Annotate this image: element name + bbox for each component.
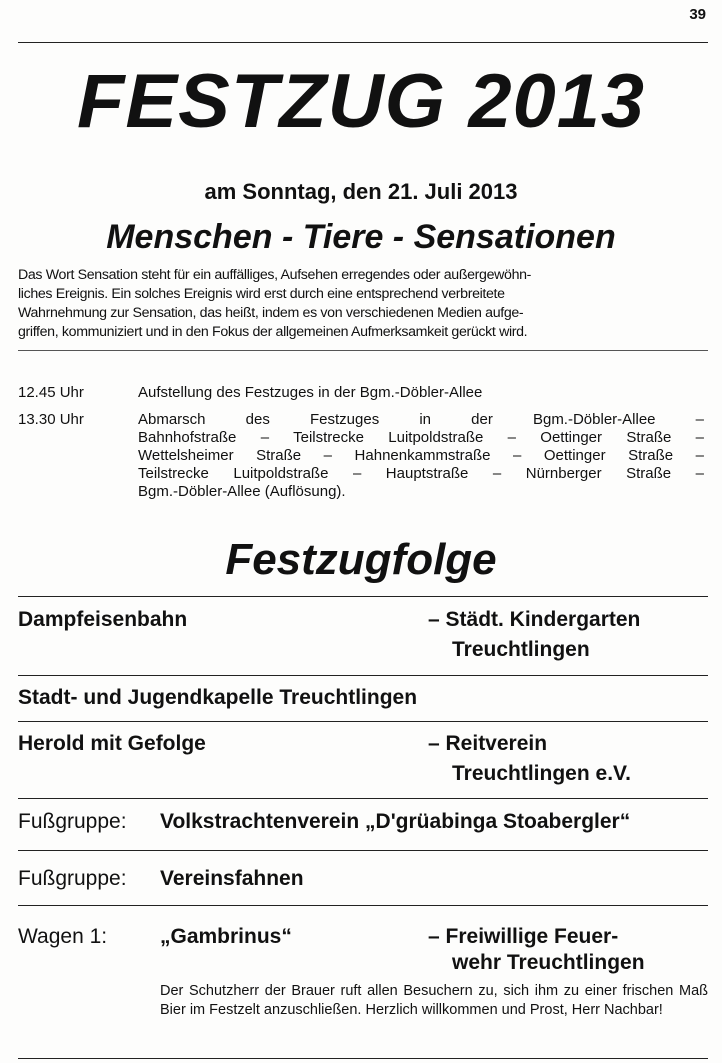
- procession-rule: [18, 675, 708, 676]
- route-line: Abmarsch des Festzuges in der Bgm.-Döbler-Allee –: [138, 411, 704, 428]
- event-motto: Menschen - Tiere - Sensationen: [106, 218, 616, 256]
- schedule-time: 13.30 Uhr: [18, 411, 84, 428]
- schedule-line: Aufstellung des Festzuges in der Bgm.-Döbler-Allee: [138, 384, 483, 401]
- intro-line: Wahrnehmung zur Sensation, das heißt, indem es von verschiedenen Medien aufge-: [18, 305, 524, 321]
- page-title: FESTZUG 2013: [77, 59, 645, 144]
- procession-entry-name: Vereinsfahnen: [160, 867, 304, 890]
- procession-rule: [18, 596, 708, 597]
- entry-sponsor: – Städt. Kindergarten: [428, 608, 641, 631]
- route-line: Teilstrecke Luitpoldstraße – Hauptstraße – Nürnberger Straße –: [138, 465, 704, 482]
- procession-rule: [18, 850, 708, 851]
- intro-line: griffen, kommuniziert und in den Fokus der allgemeinen Aufmerksamkeit gerückt wird.: [18, 324, 528, 340]
- top-rule: [18, 42, 708, 43]
- entry-sponsor: Treuchtlingen: [452, 638, 590, 661]
- float-description: Der Schutzherr der Brauer ruft allen Besuchern zu, sich ihm zu einer frischen Maß Bier im Festzelt anzuschließen. Herzlich willkommen und Prost, Herr Nachbar!: [160, 983, 708, 1018]
- route-description: [138, 411, 704, 501]
- page-number: 39: [689, 6, 706, 23]
- event-date: am Sonntag, den 21. Juli 2013: [204, 179, 518, 204]
- entry-sponsor: – Reitverein: [428, 732, 548, 755]
- entry-label: Fußgruppe:: [18, 867, 127, 890]
- route-line: Wettelsheimer Straße – Hahnenkammstraße – Oettinger Straße –: [138, 447, 704, 464]
- procession-entry-name: Stadt- und Jugendkapelle Treuchtlingen: [18, 686, 418, 709]
- bottom-rule: [18, 1058, 708, 1059]
- section-heading: Festzugfolge: [225, 535, 497, 584]
- procession-entry-name: Volkstrachtenverein „D'grüabinga Stoabergler“: [160, 810, 631, 833]
- procession-entry-name: „Gambrinus“: [160, 925, 292, 948]
- route-line: Bgm.-Döbler-Allee (Auflösung).: [138, 483, 346, 500]
- intro-line: liches Ereignis. Ein solches Ereignis wird erst durch eine entsprechend verbreitete: [18, 286, 505, 302]
- schedule-description: [138, 384, 704, 402]
- procession-entry-name: Dampfeisenbahn: [18, 608, 188, 631]
- procession-rule: [18, 721, 708, 722]
- entry-sponsor: – Freiwillige Feuer-: [428, 925, 619, 948]
- intro-paragraph: [18, 266, 706, 342]
- entry-sponsor: Treuchtlingen e.V.: [452, 762, 631, 785]
- procession-rule: [18, 905, 708, 906]
- schedule-time: 12.45 Uhr: [18, 384, 84, 401]
- entry-label: Fußgruppe:: [18, 810, 127, 833]
- intro-line: Das Wort Sensation steht für ein auffälliges, Aufsehen erregendes oder außergewöhn-: [18, 267, 532, 283]
- entry-label: Wagen 1:: [18, 925, 108, 948]
- procession-rule: [18, 798, 708, 799]
- schedule-divider: [18, 350, 708, 351]
- route-line: Bahnhofstraße – Teilstrecke Luitpoldstraße – Oettinger Straße –: [138, 429, 704, 446]
- procession-entry-name: Herold mit Gefolge: [18, 732, 206, 755]
- entry-sponsor: wehr Treuchtlingen: [452, 951, 645, 974]
